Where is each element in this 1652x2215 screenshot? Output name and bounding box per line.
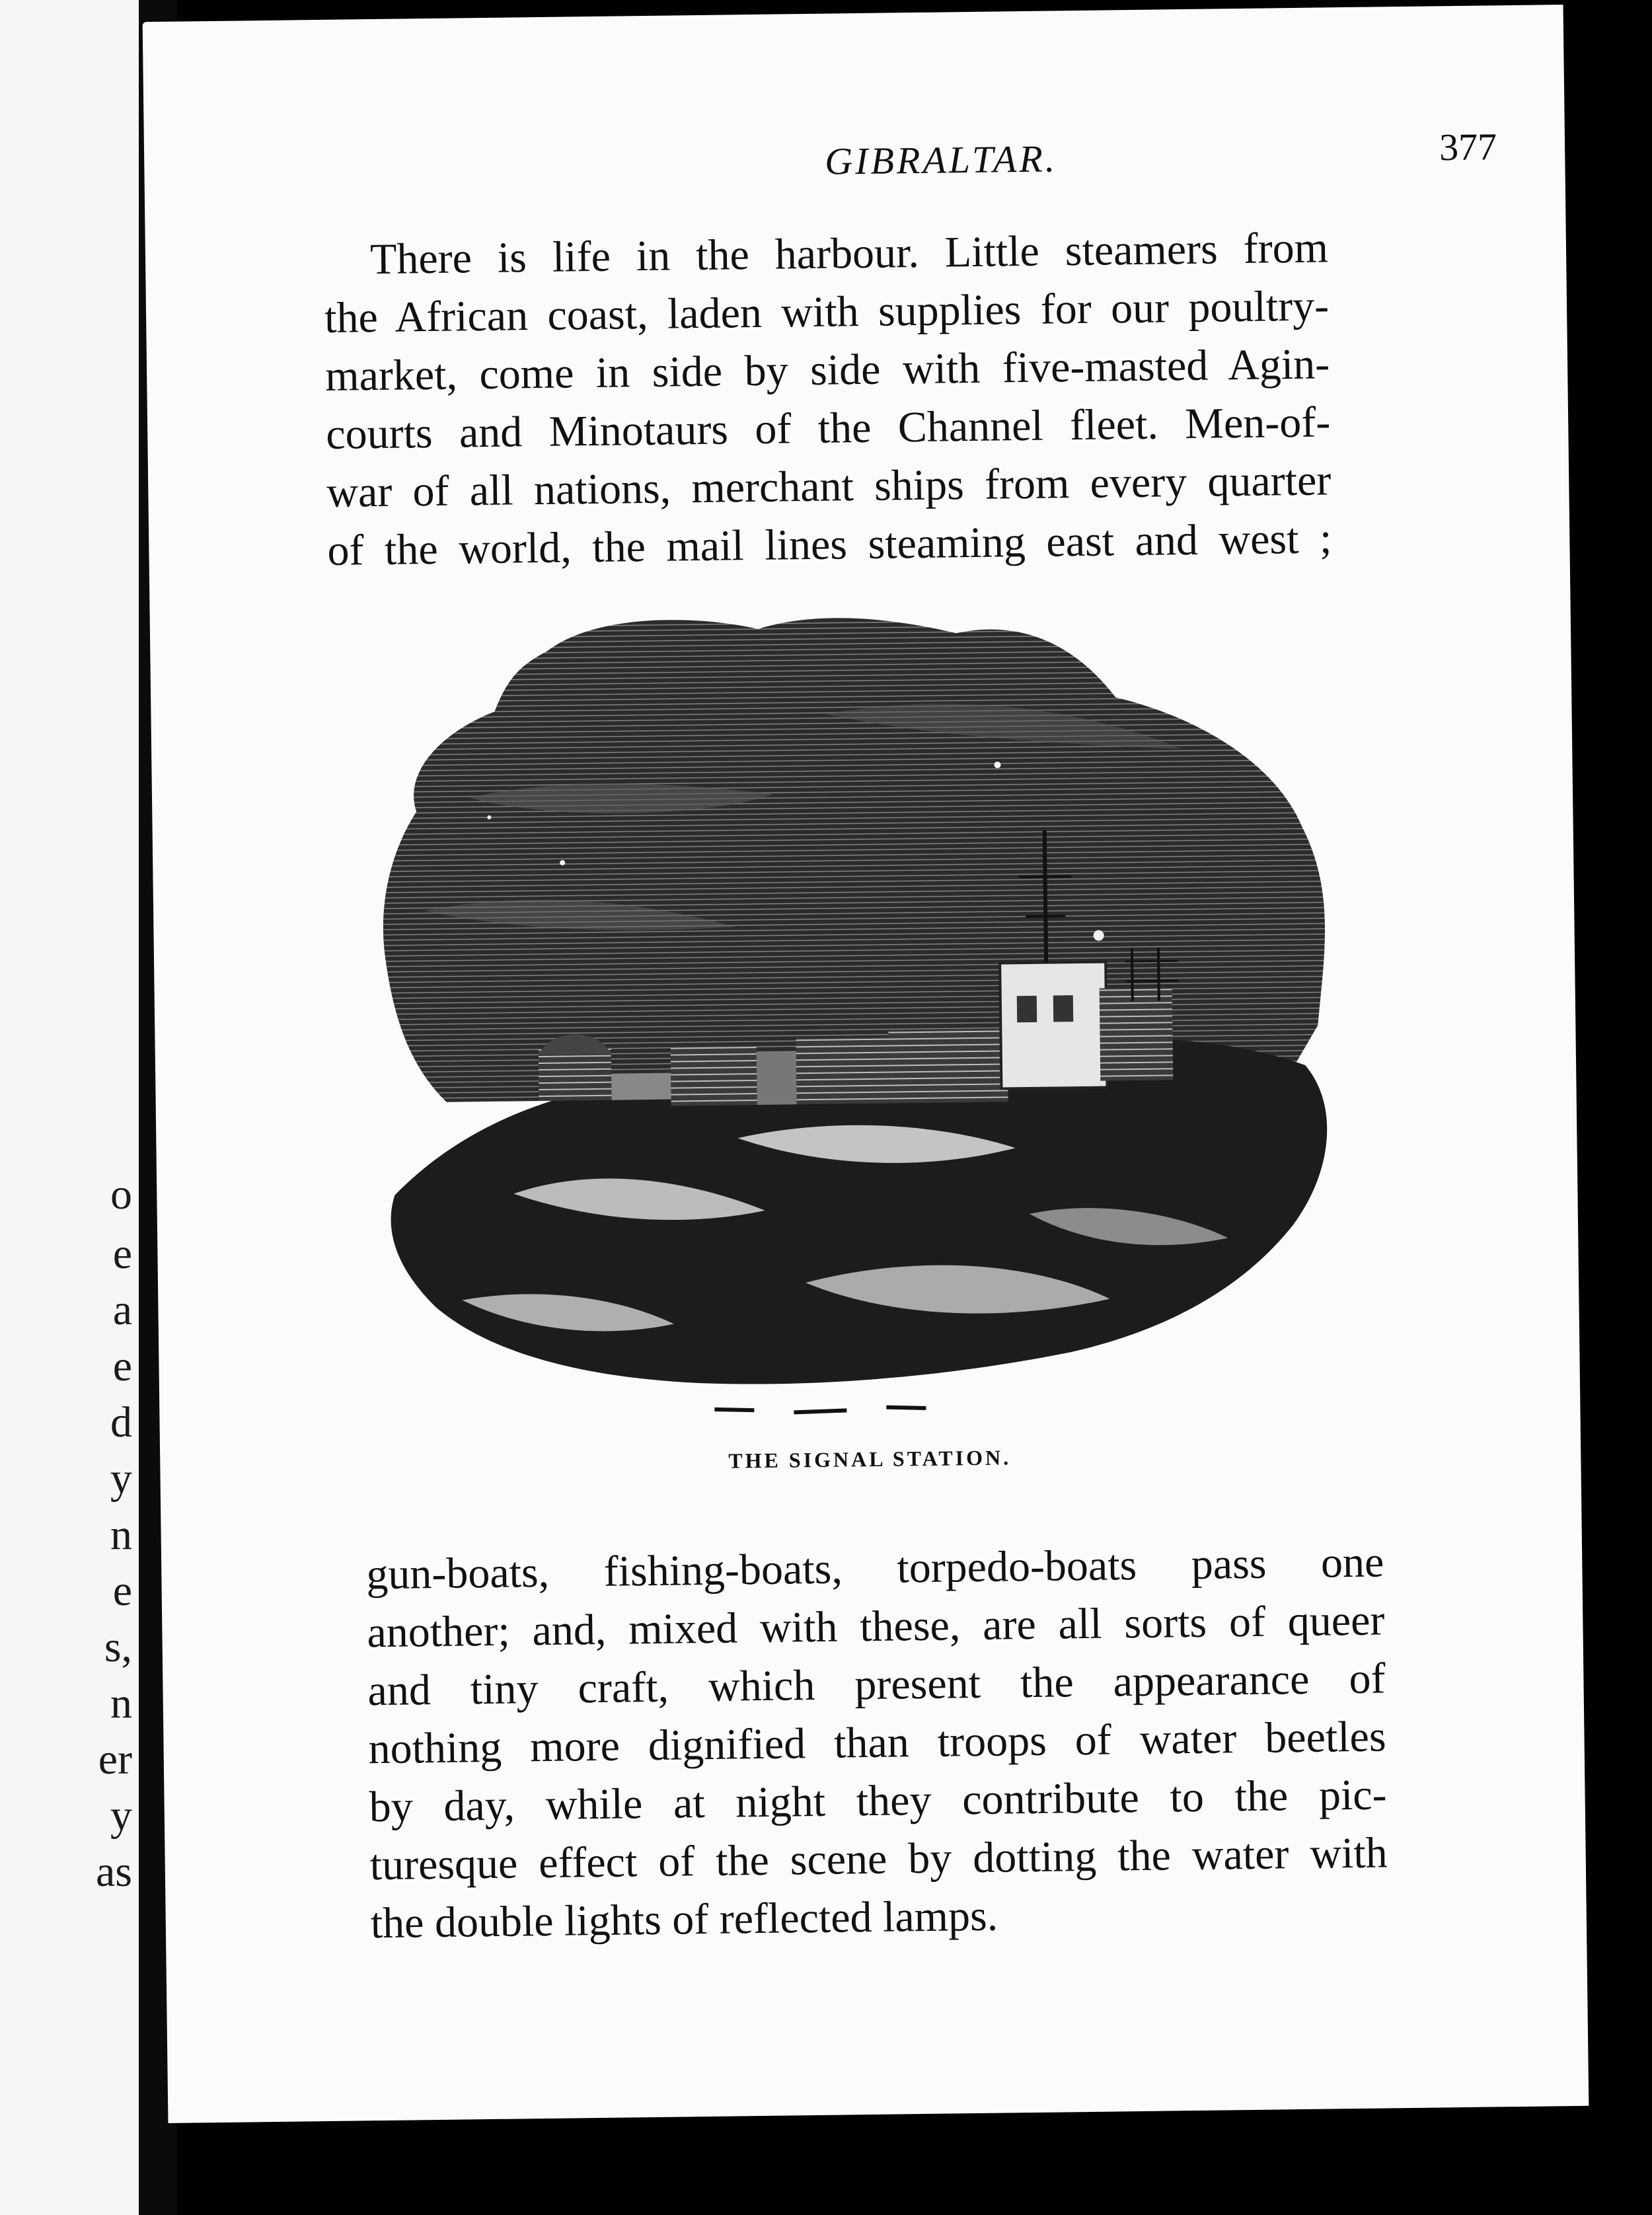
paragraph-bottom xyxy=(366,1533,1388,1953)
text-line: by day, while at night they contribute to the pic- xyxy=(369,1770,1388,1832)
engraving-illustration xyxy=(361,588,1389,1446)
left-page-fragment: e xyxy=(112,1342,132,1390)
left-page-fragment: e xyxy=(112,1230,132,1278)
running-head xyxy=(673,116,1598,194)
text-line: courts and Minotaurs of the Channel fleet. Men-of- xyxy=(325,398,1331,459)
book-page xyxy=(143,5,1589,2123)
previous-page-edge xyxy=(0,0,139,2215)
left-page-fragment: er xyxy=(98,1735,132,1783)
sky xyxy=(379,612,1327,1103)
left-page-fragment: d xyxy=(110,1398,132,1446)
text-line: nothing more dignified than troops of water beetles xyxy=(368,1712,1386,1774)
left-page-fragment: s, xyxy=(104,1623,132,1671)
left-page-fragment: o xyxy=(110,1170,132,1219)
text-line: There is life in the harbour. Little steamers from xyxy=(369,223,1329,284)
text-line: the double lights of reflected lamps. xyxy=(370,1891,998,1948)
ground-fringe xyxy=(714,1407,926,1413)
scan-border xyxy=(1576,0,1652,2215)
page-number: 377 xyxy=(1439,125,1497,169)
text-line: market, come in side by side with five-masted Agin- xyxy=(324,340,1330,400)
left-page-fragment: n xyxy=(110,1679,132,1727)
text-line: war of all nations, merchant ships from every quarter xyxy=(326,456,1332,517)
figure-caption: THE SIGNAL STATION. xyxy=(728,1445,1012,1473)
text-line: of the world, the mail lines steaming east and west ; xyxy=(327,514,1332,575)
text-line: another; and, mixed with these, are all sorts of queer xyxy=(367,1596,1385,1657)
running-title: GIBRALTAR. xyxy=(824,137,1058,183)
left-page-fragment: n xyxy=(110,1511,132,1559)
text-line: gun-boats, fishing-boats, torpedo-boats pass one xyxy=(365,1538,1384,1599)
paragraph-top xyxy=(324,219,1332,580)
left-page-fragment: y xyxy=(110,1791,132,1840)
left-page-fragment: a xyxy=(112,1286,132,1334)
left-page-fragment: y xyxy=(110,1454,132,1503)
engraving-signal-station xyxy=(361,588,1389,1446)
text-line: the African coast, laden with supplies for our poultry- xyxy=(324,282,1330,342)
left-page-fragment: e xyxy=(112,1567,132,1615)
text-line: and tiny craft, which present the appearance of xyxy=(367,1654,1386,1715)
text-line: turesque effect of the scene by dotting the water with xyxy=(369,1828,1388,1890)
left-page-fragment: as xyxy=(96,1848,132,1896)
